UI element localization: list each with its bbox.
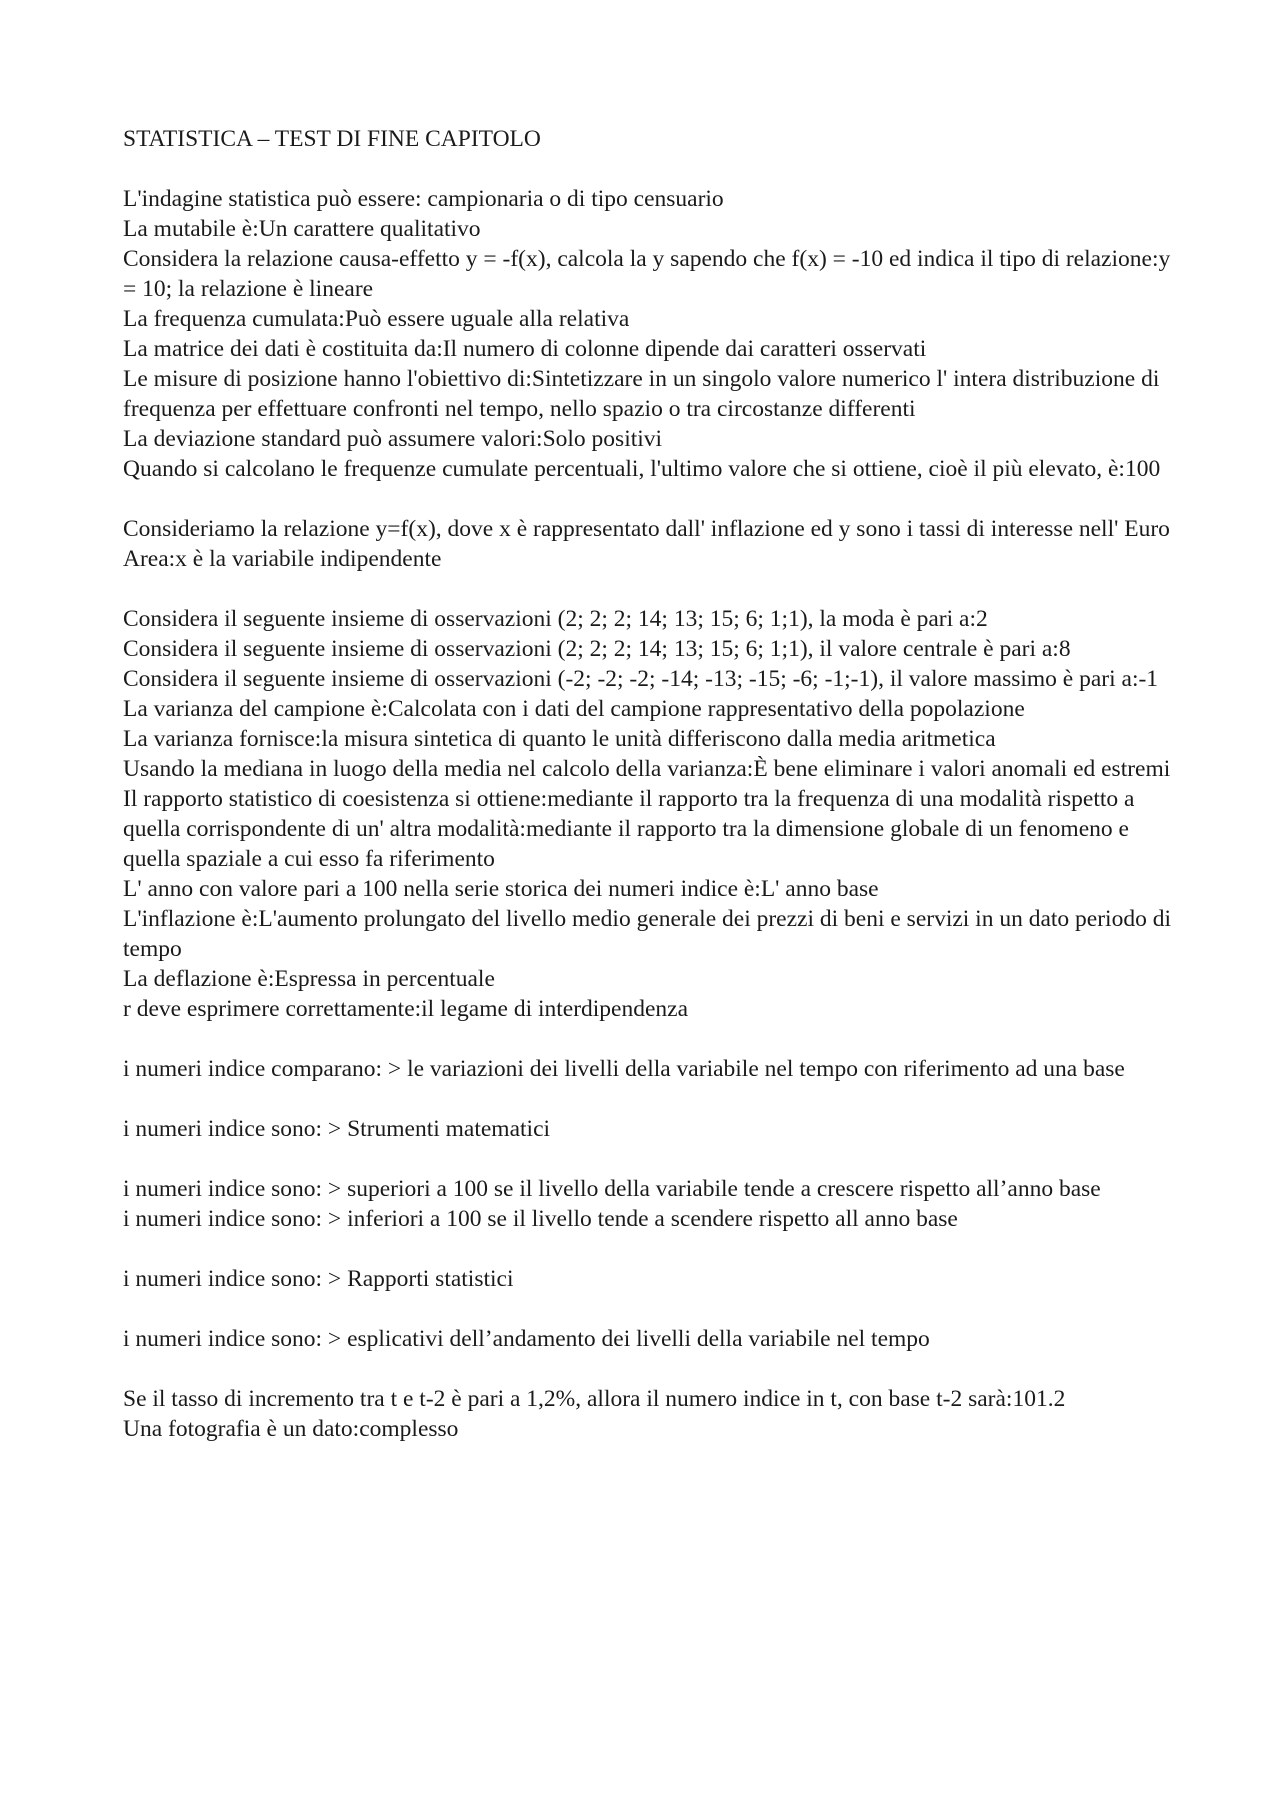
- text-line: Quando si calcolano le frequenze cumulate percentuali, l'ultimo valore che si ottiene, cioè il più elevato, è:100: [123, 456, 1161, 482]
- text-line: La frequenza cumulata:Può essere uguale alla relativa: [123, 306, 630, 332]
- document-body: [123, 124, 1183, 1444]
- paragraph-gap: [123, 1024, 1183, 1054]
- text-line: Le misure di posizione hanno l'obiettivo di:Sintetizzare in un singolo valore numerico l' intera distribuzione di frequenza per effettuare confronti nel tempo, nello spazio o tra circostanze differenti: [123, 366, 1160, 422]
- text-line: La mutabile è:Un carattere qualitativo: [123, 216, 481, 242]
- text-line: Considera il seguente insieme di osservazioni (2; 2; 2; 14; 13; 15; 6; 1;1), il valore centrale è pari a:8: [123, 636, 1071, 662]
- text-line: i numeri indice sono: > Rapporti statistici: [123, 1266, 514, 1292]
- text-line: Il rapporto statistico di coesistenza si ottiene:mediante il rapporto tra la frequenza di una modalità rispetto a quella corrispondente di un' altra modalità:mediante il rapporto tra la dimensione globale di un fenomeno e quella spaziale a cui esso fa riferimento: [123, 786, 1135, 872]
- text-line: Considera il seguente insieme di osservazioni (-2; -2; -2; -14; -13; -15; -6; -1;-1), il valore massimo è pari a:-1: [123, 666, 1159, 692]
- text-line: L' anno con valore pari a 100 nella serie storica dei numeri indice è:L' anno base: [123, 876, 879, 902]
- text-line: Consideriamo la relazione y=f(x), dove x è rappresentato dall' inflazione ed y sono i tassi di interesse nell' Euro Area:x è la variabile indipendente: [123, 516, 1170, 572]
- text-line: La varianza del campione è:Calcolata con i dati del campione rappresentativo della popolazione: [123, 696, 1025, 722]
- text-line: Una fotografia è un dato:complesso: [123, 1416, 459, 1442]
- text-line: Se il tasso di incremento tra t e t-2 è pari a 1,2%, allora il numero indice in t, con base t-2 sarà:101.2: [123, 1386, 1066, 1412]
- text-line: L'inflazione è:L'aumento prolungato del livello medio generale dei prezzi di beni e servizi in un dato periodo di tempo: [123, 906, 1171, 962]
- text-line: La varianza fornisce:la misura sintetica di quanto le unità differiscono dalla media aritmetica: [123, 726, 996, 752]
- paragraph-gap: [123, 574, 1183, 604]
- text-line: i numeri indice sono: > inferiori a 100 se il livello tende a scendere rispetto all anno base: [123, 1206, 958, 1232]
- paragraph-gap: [123, 484, 1183, 514]
- paragraph-gap: [123, 1084, 1183, 1114]
- text-line: La matrice dei dati è costituita da:Il numero di colonne dipende dai caratteri osservati: [123, 336, 927, 362]
- text-line: Considera la relazione causa-effetto y = -f(x), calcola la y sapendo che f(x) = -10 ed indica il tipo di relazione:y = 10; la relazione è lineare: [123, 246, 1171, 302]
- text-line: Usando la mediana in luogo della media nel calcolo della varianza:È bene eliminare i valori anomali ed estremi: [123, 756, 1171, 782]
- text-line: i numeri indice sono: > Strumenti matematici: [123, 1116, 551, 1142]
- text-line: La deflazione è:Espressa in percentuale: [123, 966, 495, 992]
- text-line: La deviazione standard può assumere valori:Solo positivi: [123, 426, 663, 452]
- paragraph-gap: [123, 1294, 1183, 1324]
- text-line: L'indagine statistica può essere: campionaria o di tipo censuario: [123, 186, 724, 212]
- text-line: i numeri indice sono: > superiori a 100 se il livello della variabile tende a crescere rispetto all’anno base: [123, 1176, 1101, 1202]
- paragraph-gap: [123, 1144, 1183, 1174]
- paragraph-gap: [123, 1354, 1183, 1384]
- document-title: STATISTICA – TEST DI FINE CAPITOLO: [123, 126, 541, 152]
- text-line: Considera il seguente insieme di osservazioni (2; 2; 2; 14; 13; 15; 6; 1;1), la moda è pari a:2: [123, 606, 988, 632]
- text-line: i numeri indice comparano: > le variazioni dei livelli della variabile nel tempo con riferimento ad una base: [123, 1056, 1125, 1082]
- text-line: i numeri indice sono: > esplicativi dell’andamento dei livelli della variabile nel tempo: [123, 1326, 930, 1352]
- text-line: r deve esprimere correttamente:il legame di interdipendenza: [123, 996, 689, 1022]
- paragraph-gap: [123, 1234, 1183, 1264]
